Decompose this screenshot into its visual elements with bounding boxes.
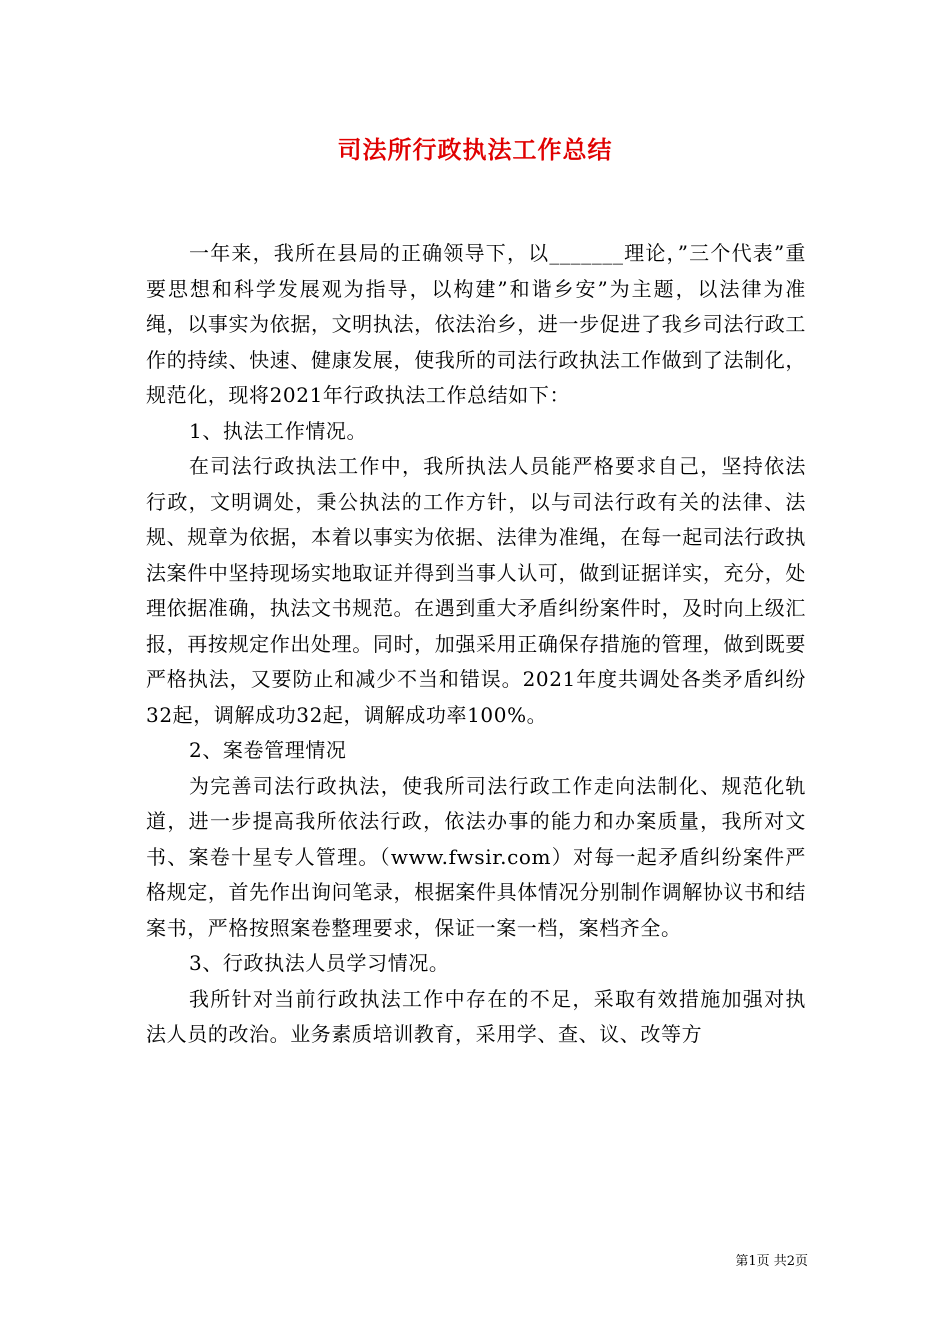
document-body	[146, 236, 806, 1053]
paragraph-case-files: 为完善司法行政执法，使我所司法行政工作走向法制化、规范化轨道，进一步提高我所依法行政，依法办事的能力和办案质量，我所对文书、案卷十星专人管理。（www.fwsir.com）对每一起矛盾纠纷案件严格规定，首先作出询问笔录，根据案件具体情况分别制作调解协议书和结案书，严格按照案卷整理要求，保证一案一档，案档齐全。	[146, 773, 806, 940]
section-heading-enforcement: 1、执法工作情况。	[189, 418, 368, 443]
section-heading-staff-learning: 3、行政执法人员学习情况。	[189, 951, 450, 975]
paragraph-enforcement: 在司法行政执法工作中，我所执法人员能严格要求自己，坚持依法行政，文明调处，秉公执法的工作方针，以与司法行政有关的法律、法规、规章为依据，本着以事实为依据、法律为准绳，在每一起司法行政执法案件中坚持现场实地取证并得到当事人认可，做到证据详实，充分，处理依据准确，执法文书规范。在遇到重大矛盾纠纷案件时，及时向上级汇报，再按规定作出处理。同时，加强采用正确保存措施的管理，做到既要严格执法，又要防止和减少不当和错误。2021年度共调处各类矛盾纠纷32起，调解成功32起，调解成功率100%。	[146, 454, 806, 727]
page-number-indicator: 第1页 共2页	[735, 1254, 808, 1269]
section-heading-case-files: 2、案卷管理情况	[189, 738, 347, 762]
paragraph-intro: 一年来，我所在县局的正确领导下，以_______理论，”三个代表”重要思想和科学发展观为指导，以构建”和谐乡安”为主题，以法律为准绳，以事实为依据，文明执法，依法治乡，进一步促进了我乡司法行政工作的持续、快速、健康发展，使我所的司法行政执法工作做到了法制化，规范化，现将2021年行政执法工作总结如下：	[146, 241, 806, 407]
paragraph-staff-learning: 我所针对当前行政执法工作中存在的不足，采取有效措施加强对执法人员的改治。业务素质培训教育，采用学、查、议、改等方	[146, 986, 806, 1046]
page-title: 司法所行政执法工作总结	[337, 135, 613, 164]
